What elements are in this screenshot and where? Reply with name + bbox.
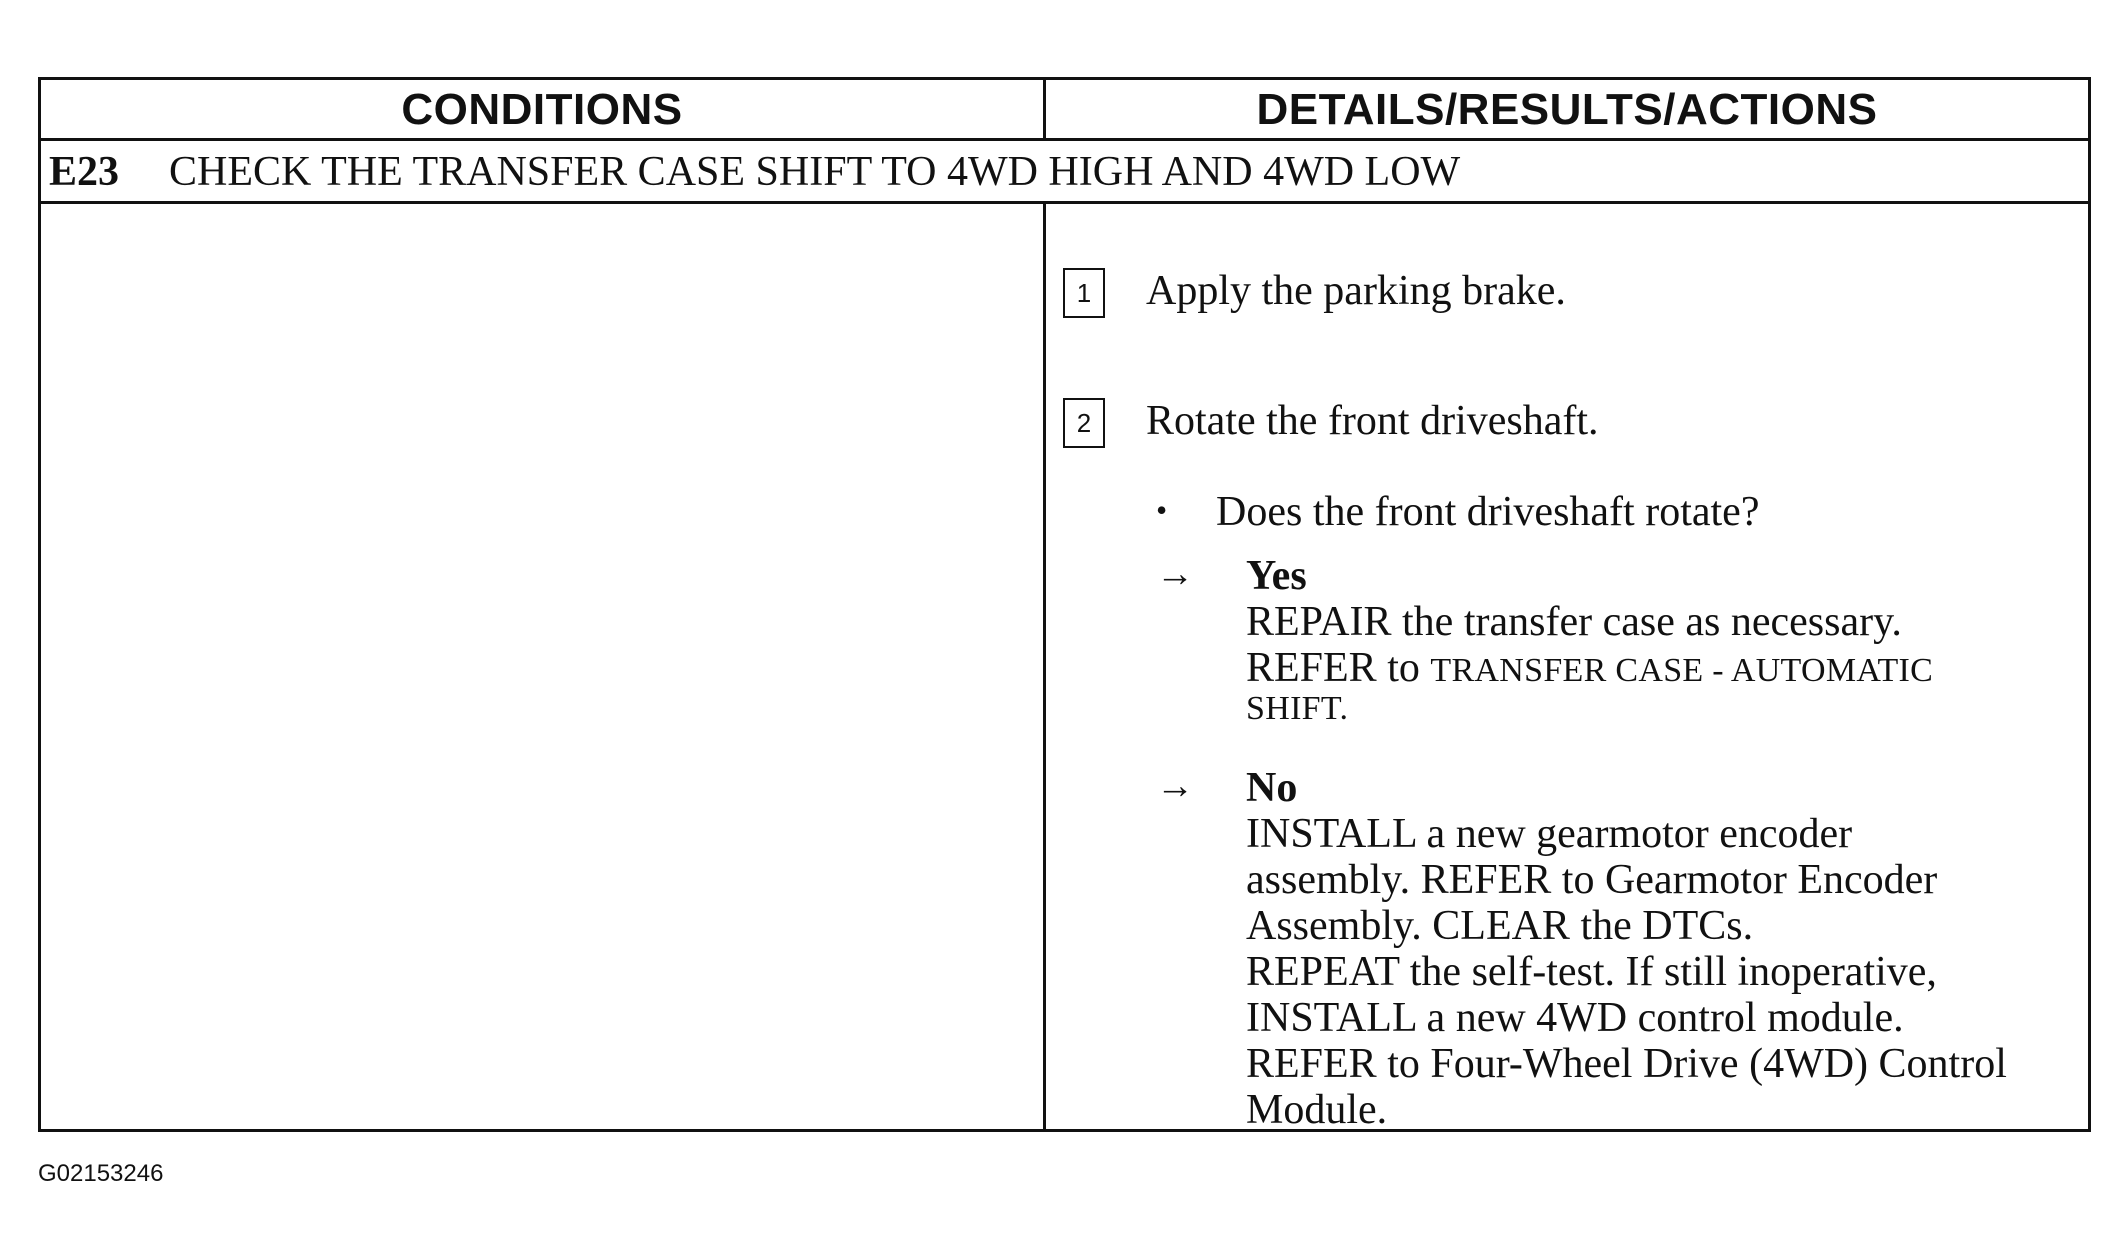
yes-label: Yes bbox=[1246, 553, 1307, 599]
figure-id: G02153246 bbox=[38, 1160, 164, 1187]
no-action-line: assembly. REFER to Gearmotor Encoder bbox=[1246, 857, 1938, 903]
step-title: CHECK THE TRANSFER CASE SHIFT TO 4WD HIGH AND 4WD LOW bbox=[169, 149, 1461, 195]
yes-refer-line bbox=[1246, 644, 1933, 692]
yes-action-line: REPAIR the transfer case as necessary. bbox=[1246, 599, 1902, 645]
no-action-line: INSTALL a new gearmotor encoder bbox=[1246, 811, 1853, 857]
arrow-right-icon: → bbox=[1156, 765, 1194, 807]
no-action-line: REPEAT the self-test. If still inoperative, bbox=[1246, 949, 1937, 995]
details-header: DETAILS/RESULTS/ACTIONS bbox=[1256, 85, 1878, 134]
refer-section-name: TRANSFER CASE - AUTOMATIC bbox=[1430, 652, 1934, 689]
no-label: No bbox=[1246, 765, 1298, 811]
step-title-row bbox=[41, 141, 2088, 201]
column-divider bbox=[1043, 80, 1046, 141]
no-action-line: REFER to Four-Wheel Drive (4WD) Control bbox=[1246, 1041, 2007, 1087]
step-number-box: 1 bbox=[1063, 268, 1105, 318]
no-action-line: Assembly. CLEAR the DTCs. bbox=[1246, 903, 1754, 949]
details-cell bbox=[1046, 204, 2088, 1133]
conditions-cell bbox=[41, 204, 1043, 1129]
step-code: E23 bbox=[49, 149, 120, 195]
diagnostic-table bbox=[38, 77, 2091, 1132]
conditions-header: CONDITIONS bbox=[401, 85, 683, 134]
no-action-line: Module. bbox=[1246, 1087, 1388, 1133]
refer-section-name-cont: SHIFT. bbox=[1246, 690, 1349, 727]
step-number-box: 2 bbox=[1063, 398, 1105, 448]
step-1-text: Apply the parking brake. bbox=[1146, 268, 1566, 314]
no-action-line: INSTALL a new 4WD control module. bbox=[1246, 995, 1904, 1041]
question-text: Does the front driveshaft rotate? bbox=[1216, 489, 1760, 535]
bullet-icon: • bbox=[1156, 492, 1168, 528]
arrow-right-icon: → bbox=[1156, 553, 1194, 595]
step-2-text: Rotate the front driveshaft. bbox=[1146, 398, 1599, 444]
refer-prefix: REFER to bbox=[1246, 645, 1431, 691]
